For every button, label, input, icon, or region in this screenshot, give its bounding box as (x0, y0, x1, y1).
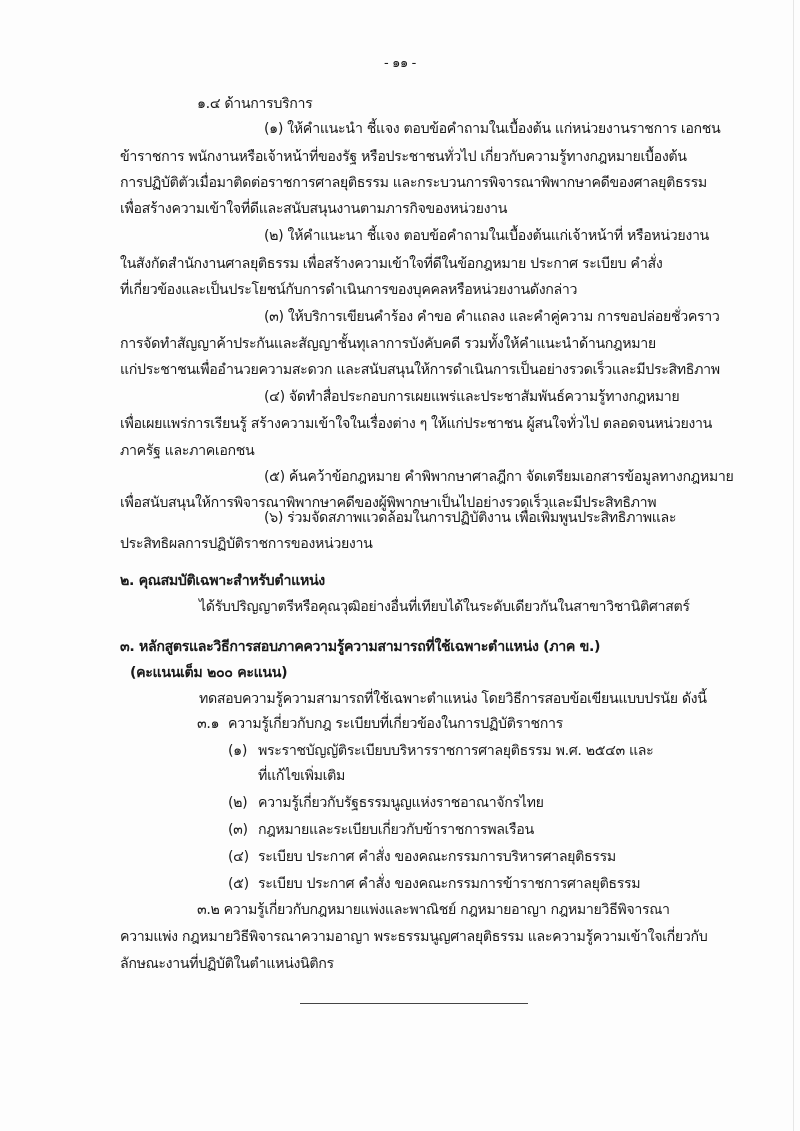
law-item-2-text: ความรู้เกี่ยวกับรัฐธรรมนูญแห่งราชอาณาจักรไทย (258, 795, 544, 811)
service-item-2-line-3: ที่เกี่ยวข้องและเป็นประโยชน์กับการดำเนินการของบุคคลหรือหน่วยงานดังกล่าว (120, 282, 578, 298)
law-item-5-text: ระเบียบ ประกาศ คำสั่ง ของคณะกรรมการข้าราชการศาลยุติธรรม (258, 876, 641, 892)
law-item-4-text: ระเบียบ ประกาศ คำสั่ง ของคณะกรรมการบริหารศาลยุติธรรม (258, 849, 616, 865)
law-item-4-num: (๔) (228, 849, 249, 865)
law-item-5-num: (๕) (228, 876, 249, 892)
service-item-1-line-2: ข้าราชการ พนักงานหรือเจ้าหน้าที่ของรัฐ หรือประชาชนทั่วไป เกี่ยวกับความรู้ทางกฎหมายเบื้องต้น (120, 149, 687, 165)
service-item-1-line-3: การปฏิบัติตัวเมื่อมาติดต่อราชการศาลยุติธรรม และกระบวนการพิจารณาพิพากษาคดีของศาลยุติธรรม (120, 175, 707, 191)
service-item-5-line-2: เพื่อสนับสนุนให้การพิจารณาพิพากษาคดีของผู้พิพากษาเป็นไปอย่างรวดเร็วและมีประสิทธิภาพ (120, 495, 657, 511)
service-item-6-line-1: (๖) ร่วมจัดสภาพแวดล้อมในการปฏิบัติงาน เพื่อเพิ่มพูนประสิทธิภาพและ (264, 510, 677, 526)
law-item-2-num: (๒) (228, 795, 248, 811)
section-3-intro: ทดสอบความรู้ความสามารถที่ใช้เฉพาะตำแหน่ง โดยวิธีการสอบข้อเขียนแบบปรนัย ดังนี้ (199, 691, 707, 707)
section-2-body: ได้รับปริญญาตรีหรือคุณวุฒิอย่างอื่นที่เทียบได้ในระดับเดียวกันในสาขาวิชานิติศาสตร์ (199, 599, 690, 615)
service-item-4-line-3: ภาครัฐ และภาคเอกชน (120, 443, 255, 459)
law-item-3-num: (๓) (228, 822, 248, 838)
section-2-heading: ๒. คุณสมบัติเฉพาะสำหรับตำแหน่ง (120, 573, 325, 589)
law-item-1-num: (๑) (228, 743, 248, 759)
service-item-3-line-2: การจัดทำสัญญาค้าประกันและสัญญาชั้นทุเลาการบังคับคดี รวมทั้งให้คำแนะนำด้านกฎหมาย (120, 336, 656, 352)
service-item-3-line-1: (๓) ให้บริการเขียนคำร้อง คำขอ คำแถลง และคำคู่ความ การขอปล่อยชั่วคราว (264, 309, 720, 325)
section-3-heading: ๓. หลักสูตรและวิธีการสอบภาคความรู้ความสามารถที่ใช้เฉพาะตำแหน่ง (ภาค ข.) (120, 639, 601, 655)
service-item-5-line-1: (๕) ค้นคว้าข้อกฎหมาย คำพิพากษาศาลฎีกา จัดเตรียมเอกสารข้อมูลทางกฎหมาย (264, 469, 734, 485)
service-item-1-line-1: (๑) ให้คำแนะนำ ชี้แจง ตอบข้อคำถามในเบื้องต้น แก่หน่วยงานราชการ เอกชน (264, 121, 721, 137)
sub-3-2-line-3: ลักษณะงานที่ปฏิบัติในตำแหน่งนิติกร (120, 956, 334, 972)
service-item-2-line-1: (๒) ให้คำแนะนา ชี้แจง ตอบข้อคำถามในเบื้องต้นแก่เจ้าหน้าที่ หรือหน่วยงาน (264, 228, 709, 244)
page-edge (793, 0, 794, 1131)
sub-3-2-line-2: ความแพ่ง กฎหมายวิธีพิจารณาความอาญา พระธรรมนูญศาลยุติธรรม และความรู้ความเข้าใจเกี่ยวกับ (120, 929, 708, 945)
service-item-3-line-3: แก่ประชาชนเพื่ออำนวยความสะดวก และสนับสนุนให้การดำเนินการเป็นอย่างรวดเร็วและมีประสิทธิภาพ (120, 362, 720, 378)
service-item-6-line-2: ประสิทธิผลการปฏิบัติราชการของหน่วยงาน (120, 536, 373, 552)
section-3-subheading: (คะแนนเต็ม ๒๐๐ คะแนน) (130, 665, 288, 681)
service-item-4-line-1: (๔) จัดทำสื่อประกอบการเผยแพร่และประชาสัมพันธ์ความรู้ทางกฎหมาย (264, 389, 680, 405)
end-divider (300, 1003, 528, 1004)
sub-3-1-label: ๓.๑ (197, 716, 220, 732)
law-item-3-text: กฎหมายและระเบียบเกี่ยวกับข้าราชการพลเรือน (258, 822, 534, 838)
section-1-4-heading: ๑.๔ ด้านการบริการ (197, 96, 313, 112)
page-number: - ๑๑ - (383, 56, 417, 71)
sub-3-1-title: ความรู้เกี่ยวกับกฎ ระเบียบที่เกี่ยวข้องในการปฏิบัติราชการ (228, 716, 563, 732)
law-item-1-line-1: พระราชบัญญัติระเบียบบริหารราชการศาลยุติธรรม พ.ศ. ๒๕๔๓ และ (258, 743, 654, 759)
service-item-2-line-2: ในสังกัดสำนักงานศาลยุติธรรม เพื่อสร้างความเข้าใจที่ดีในข้อกฎหมาย ประกาศ ระเบียบ คำสั่ง (120, 256, 663, 272)
service-item-1-line-4: เพื่อสร้างความเข้าใจที่ดีและสนับสนุนงานตามภารกิจของหน่วยงาน (120, 201, 508, 217)
service-item-4-line-2: เพื่อเผยแพร่การเรียนรู้ สร้างความเข้าใจในเรื่องต่าง ๆ ให้แก่ประชาชน ผู้สนใจทั่วไป ตลอดจนหน่วยงาน (120, 416, 712, 432)
law-item-1-line-2: ที่แก้ไขเพิ่มเติม (258, 768, 346, 784)
sub-3-2-line-1: ๓.๒ ความรู้เกี่ยวกับกฎหมายแพ่งและพาณิชย์ กฎหมายอาญา กฎหมายวิธีพิจารณา (197, 902, 670, 918)
